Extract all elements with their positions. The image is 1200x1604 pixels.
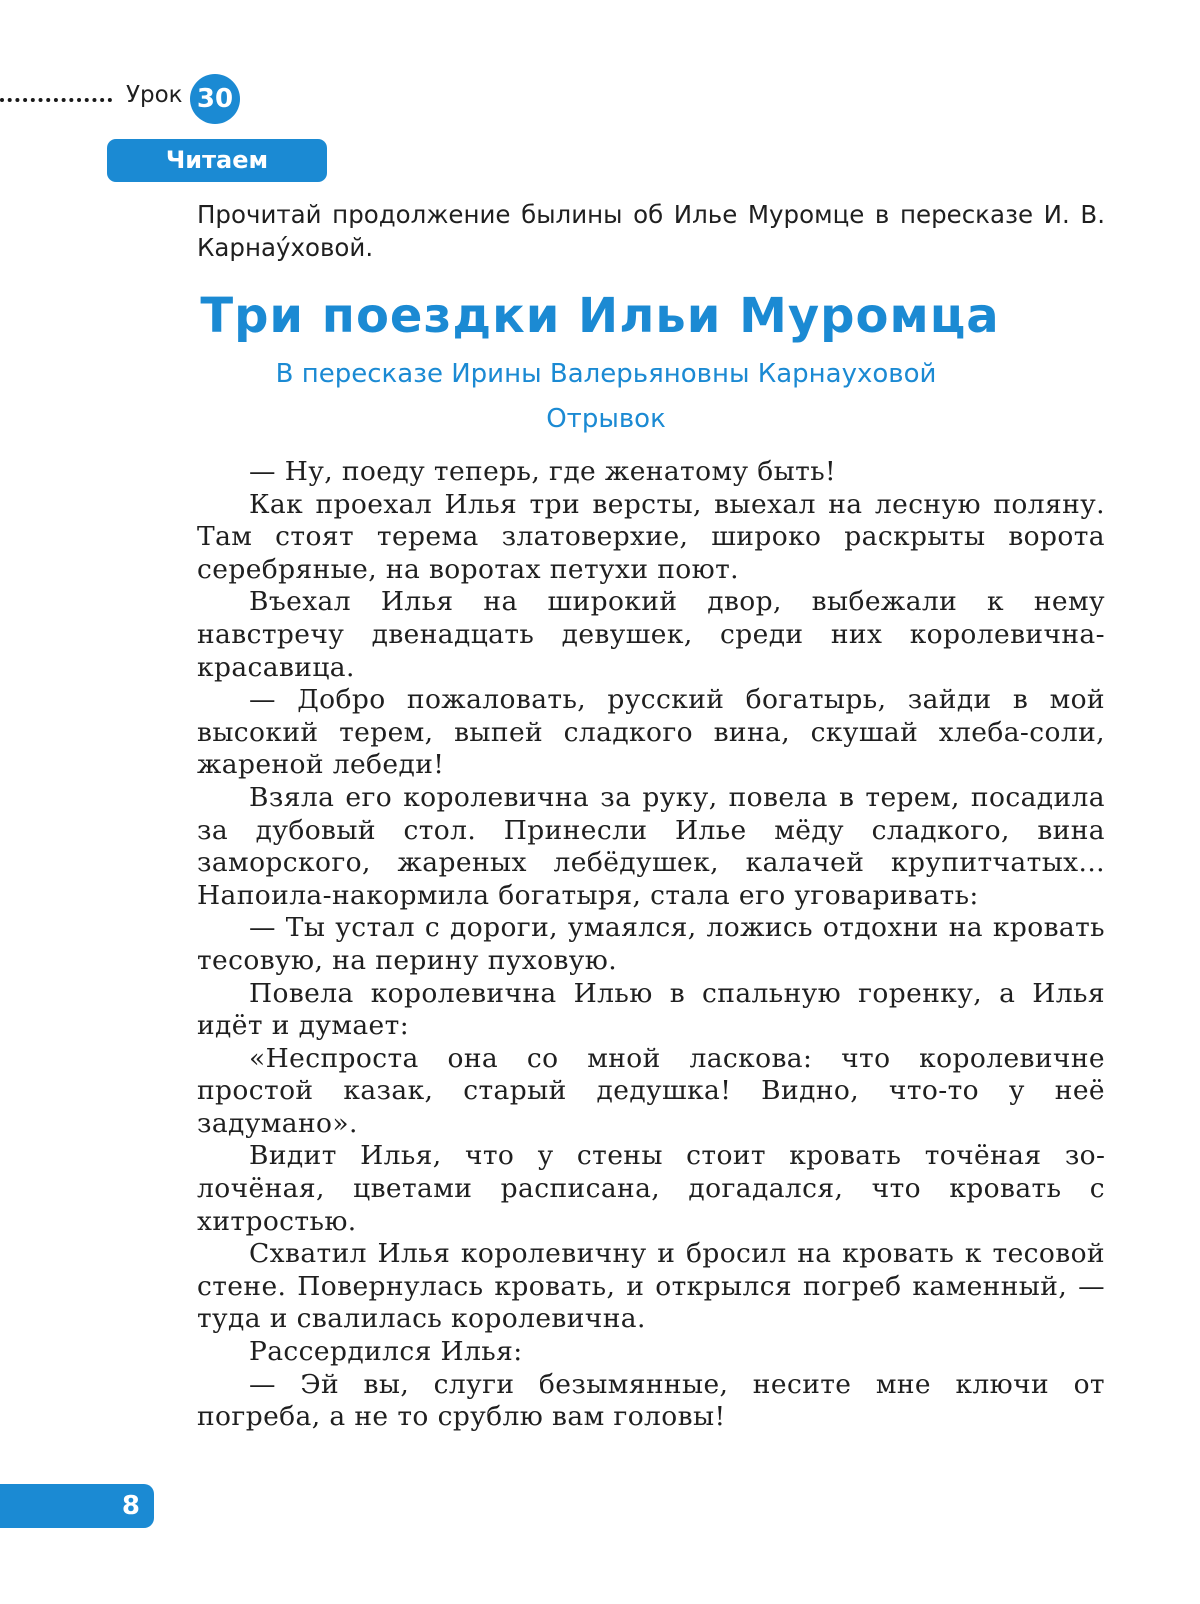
story-paragraph: — Ты устал с дороги, умаялся, ложись отдохни на кровать тесовую, на перину пуховую. [197, 912, 1105, 976]
lesson-header [0, 72, 300, 122]
story-paragraph: — Эй вы, слуги безымянные, несите мне ключи от погреба, а не то срублю вам головы! [197, 1368, 1105, 1433]
story-title: Три поездки Ильи Муромца [200, 288, 1000, 344]
story-paragraph: Взяла его королевична за руку, повела в терем, посадила за дубовый стол. Принесли Илье мёду сладкого, вина заморского, жареных лебёдушек, калачей крупитчатых... Напоила-накормила богатыря, стала его уговаривать: [197, 781, 1105, 911]
page-number: 8 [0, 1484, 154, 1528]
story-paragraph: Въехал Илья на широкий двор, выбежали к нему навстречу двенадцать девушек, среди них королевична-красавица. [197, 586, 1105, 683]
story-paragraph: — Ну, поеду теперь, где женатому быть! [249, 456, 837, 487]
lesson-label: Урок [126, 82, 183, 108]
story-body [197, 456, 1105, 1434]
lesson-number-badge: 30 [190, 74, 240, 124]
story-paragraph: Рассердился Илья: [249, 1336, 523, 1368]
story-paragraph: Видит Илья, что у стены стоит кровать точёная золочёная, цветами расписана, догадался, что кровать с хитростью. [197, 1140, 1105, 1237]
story-paragraph: — Добро пожаловать, русский богатырь, зайди в мой высокий терем, выпей сладкого вина, скушай хлеба-соли, жареной лебеди! [197, 684, 1105, 781]
section-badge: Читаем [107, 139, 327, 182]
excerpt-label: Отрывок [546, 404, 666, 434]
dotted-leader [0, 98, 112, 102]
story-paragraph: Повела королевична Илью в спальную горенку, а Илья идёт и думает: [197, 977, 1105, 1042]
story-paragraph: Схватил Илья королевичну и бросил на кровать к тесовой стене. Повернулась кровать, и открылся погреб каменный, — туда и свалилась королевична. [197, 1238, 1105, 1335]
story-subtitle: В пересказе Ирины Валерьяновны Карнауховой [275, 359, 937, 389]
instruction-text: Прочитай продолжение былины об Илье Муромце в пересказе И. В. Карнау́ховой. [197, 200, 1105, 262]
story-paragraph: Как проехал Илья три версты, выехал на лесную поляну. Там стоят терема златоверхие, широко раскрыты ворота серебряные, на воротах петухи поют. [197, 488, 1105, 585]
story-paragraph: «Неспроста она со мной ласкова: что королевичне простой казак, старый дедушка! Видно, что-то у неё задумано». [197, 1042, 1105, 1139]
